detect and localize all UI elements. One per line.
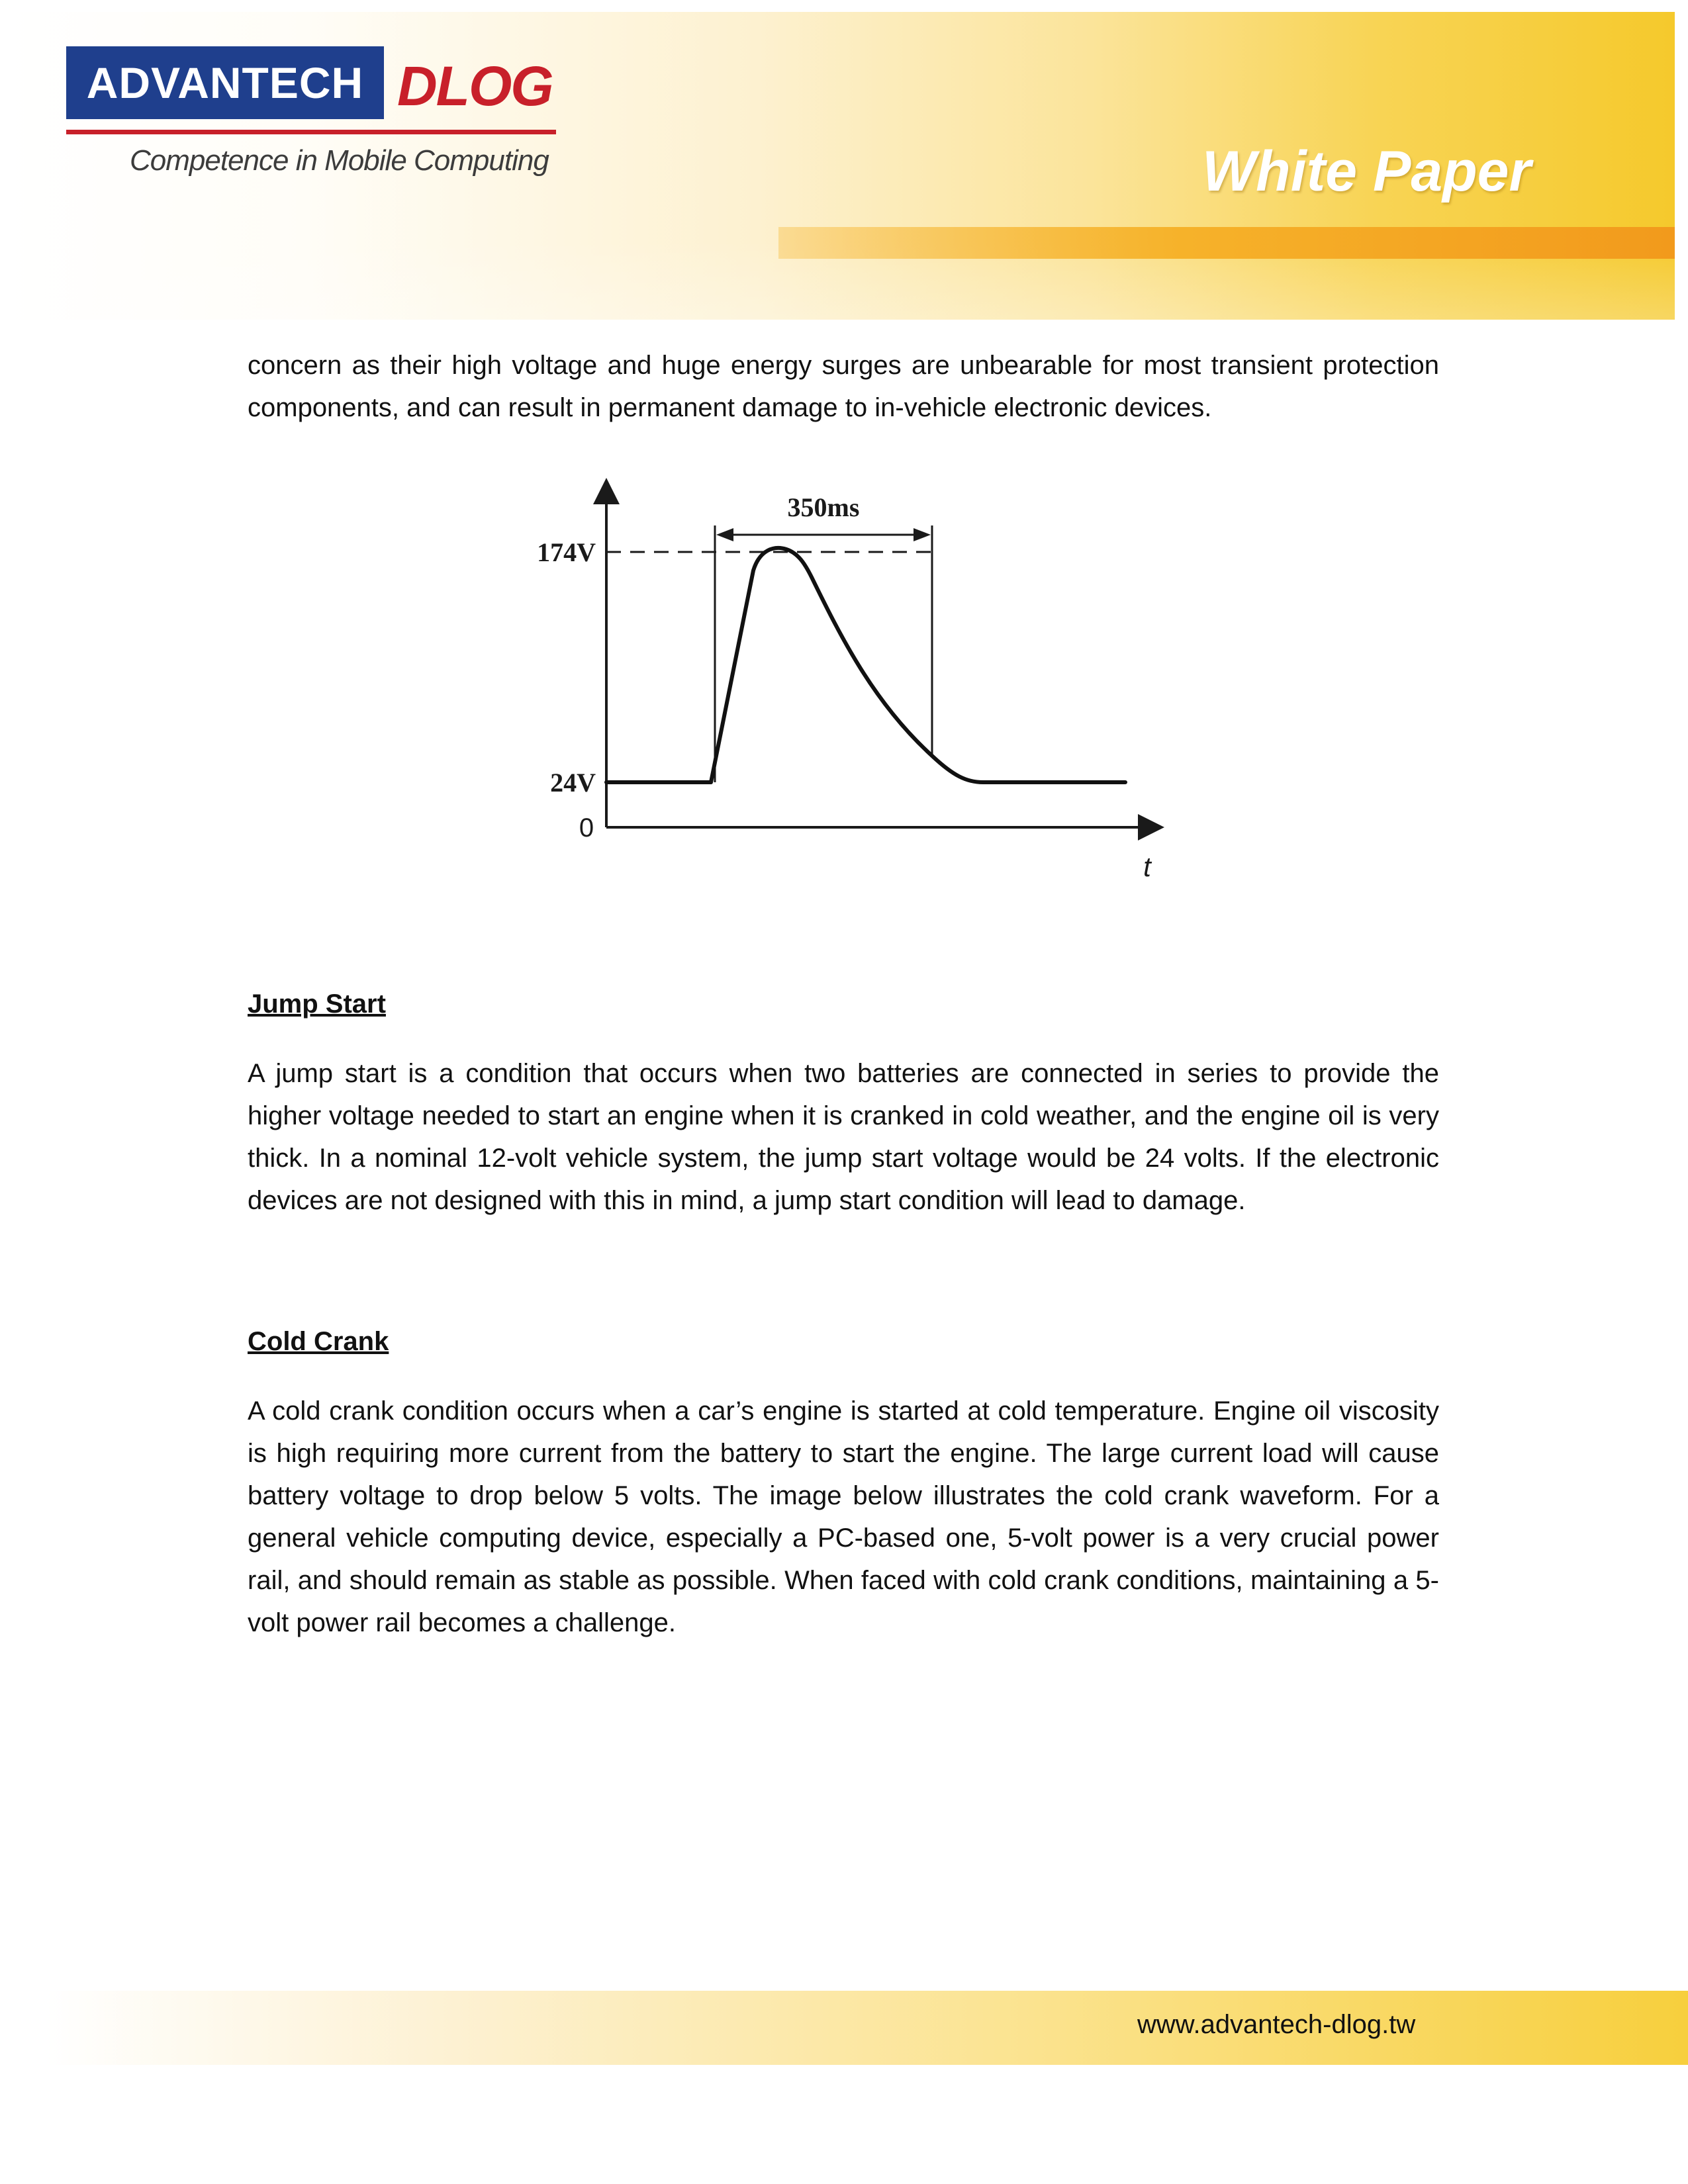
duration-arrow-head-right xyxy=(914,528,931,541)
advantech-logo: ADVANTECH xyxy=(66,46,384,119)
cold-crank-paragraph: A cold crank condition occurs when a car’s engine is started at cold temperature. Engine oil viscosity is high requiring more current from the battery to start the engine. The large current load will cause battery voltage to drop below 5 volts. The image below illustrates the cold crank waveform. For a general vehicle computing device, especially a PC-based one, 5-volt power is a very crucial power rail, and should remain as stable as possible. When faced with cold crank conditions, maintaining a 5-volt power rail becomes a challenge. xyxy=(248,1396,1439,1637)
cold-crank-heading: Cold Crank xyxy=(248,1327,389,1356)
waveform-chart xyxy=(503,471,1165,895)
duration-arrow-head-left xyxy=(716,528,733,541)
jump-start-heading: Jump Start xyxy=(248,989,386,1019)
dlog-logo: DLOG xyxy=(397,55,553,117)
base-voltage-label: 24V xyxy=(550,768,596,797)
document-type-title: White Paper xyxy=(1202,140,1531,203)
company-tagline: Competence in Mobile Computing xyxy=(130,144,549,177)
duration-label: 350ms xyxy=(787,492,860,522)
header-accent-stripe xyxy=(778,227,1675,259)
peak-voltage-label: 174V xyxy=(537,537,596,567)
footer-banner xyxy=(46,1991,1688,2065)
intro-paragraph: concern as their high voltage and huge energy surges are unbearable for most transient protection components, and can result in permanent damage to in-vehicle electronic devices. xyxy=(248,351,1439,422)
jump-start-paragraph: A jump start is a condition that occurs when two batteries are connected in series to provide the higher voltage needed to start an engine when it is cranked in cold weather, and the engine oil is very thick. In a nominal 12-volt vehicle system, the jump start voltage would be 24 volts. If the electronic devices are not designed with this in mind, a jump start condition will lead to damage. xyxy=(248,1059,1439,1215)
load-dump-waveform-figure xyxy=(503,471,1165,895)
voltage-waveform xyxy=(606,548,1125,782)
footer-website-url: www.advantech-dlog.tw xyxy=(1137,2010,1416,2039)
logo-underline xyxy=(66,130,556,134)
time-axis-label: t xyxy=(1143,851,1151,882)
zero-label: 0 xyxy=(579,813,594,842)
